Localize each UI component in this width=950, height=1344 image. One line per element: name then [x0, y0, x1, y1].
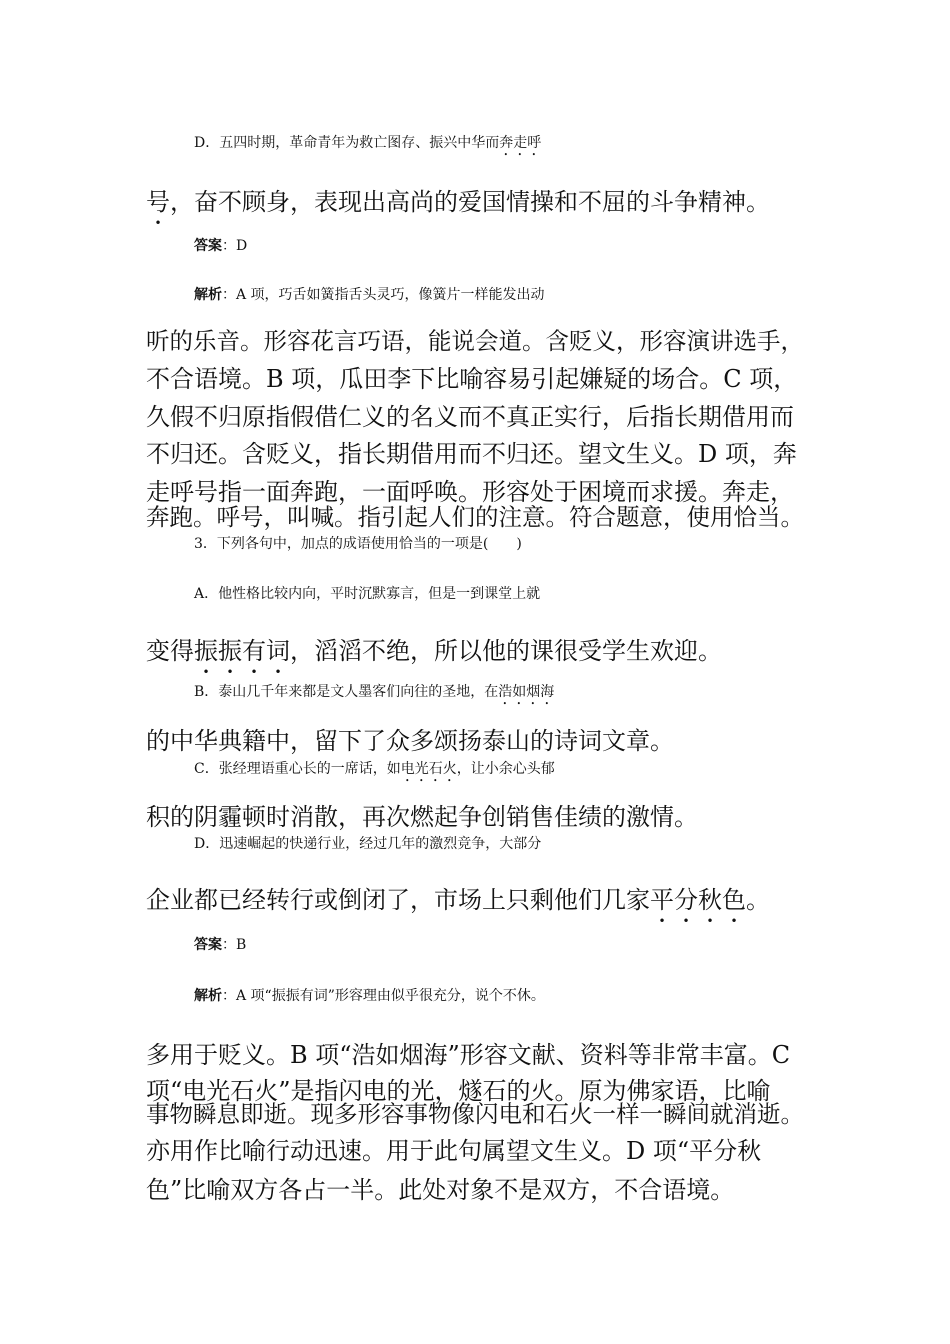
- q2-option-d-line1: [146, 132, 858, 159]
- q3-option-d-line2: [146, 880, 810, 928]
- q3-option-c-line2: 积的阴霾顿时消散，再次燃起争创销售佳绩的激情。: [146, 803, 698, 831]
- q3-option-d-line1: D．迅速崛起的快递行业，经过几年的激烈竞争，大部分: [194, 836, 542, 852]
- q2-option-d-dotted-idiom: 奔走呼: [499, 135, 542, 151]
- q2-analysis-text: ：A 项，巧舌如簧指舌头灵巧，像簧片一样能发出动: [222, 287, 545, 303]
- q3-option-d-text: 企业都已经转行或倒闭了，市场上只剩他们几家: [146, 886, 650, 914]
- q3-option-c-line1: [146, 758, 858, 785]
- q2-answer: [146, 235, 858, 255]
- q2-analysis-label: 解析: [194, 287, 222, 303]
- q2-option-d-dotted-idiom-end: 号: [146, 188, 170, 216]
- q3-answer-label: 答案: [194, 937, 222, 953]
- q3-option-d-dotted-idiom: 平分秋色: [650, 886, 746, 914]
- q3-option-a-text: 变得: [146, 637, 194, 665]
- q2-option-d-text: D．五四时期，革命青年为救亡图存、振兴中华而: [194, 135, 500, 151]
- q2-option-d-text-end: ，奋不顾身，表现出高尚的爱国情操和不屈的斗争精神。: [170, 188, 770, 216]
- q3-option-b-line2: 的中华典籍中，留下了众多颂扬泰山的诗词文章。: [146, 727, 674, 755]
- q2-analysis-line4: 久假不归原指假借仁义的名义而不真正实行，后指长期借用而: [146, 403, 794, 431]
- q3-stem: 3．下列各句中，加点的成语使用恰当的一项是( ): [194, 536, 522, 552]
- q3-analysis-label: 解析: [194, 988, 222, 1004]
- q2-answer-label: 答案: [194, 238, 222, 254]
- q3-analysis-line3: 项“电光石火”是指闪电的光，燧石的火。原为佛家语，比喻: [146, 1077, 771, 1105]
- q2-answer-value: ：D: [222, 238, 248, 254]
- q2-analysis-line5: 不归还。含贬义，指长期借用而不归还。望文生义。D 项，奔: [146, 440, 797, 468]
- q3-option-c-text: C．张经理语重心长的一席话，如: [194, 761, 401, 777]
- q3-analysis-line5: 亦用作比喻行动迅速。用于此句属望文生义。D 项“平分秋: [146, 1137, 762, 1165]
- q2-analysis-line3: 不合语境。B 项，瓜田李下比喻容易引起嫌疑的场合。C 项，: [146, 365, 798, 393]
- q3-analysis-line1: [146, 985, 858, 1005]
- q2-analysis-line2: 听的乐音。形容花言巧语，能说会道。含贬义，形容演讲选手，: [146, 327, 804, 355]
- q3-option-c-dotted-idiom: 电光石火: [400, 761, 457, 777]
- q3-analysis-line2: 多用于贬义。B 项“浩如烟海”形容文献、资料等非常丰富。C: [146, 1041, 791, 1069]
- q3-option-b-line1: [146, 681, 858, 708]
- q2-option-d-line2: [146, 182, 810, 230]
- q2-analysis-line7: 奔跑。呼号，叫喊。指引起人们的注意。符合题意，使用恰当。: [146, 503, 804, 531]
- q3-analysis-text: ：A 项“振振有词”形容理由似乎很充分，说个不休。: [222, 988, 545, 1004]
- q3-option-a-dotted-idiom: 振振有词: [194, 637, 290, 665]
- q3-option-a-text-end: ，滔滔不绝，所以他的课很受学生欢迎。: [290, 637, 722, 665]
- q3-option-a-line1: A．他性格比较内向，平时沉默寡言，但是一到课堂上就: [194, 586, 541, 602]
- q3-option-c-text-end: ，让小余心头郁: [456, 761, 555, 777]
- q3-option-a-line2: [146, 631, 810, 679]
- q3-option-b-text: B．泰山几千年来都是文人墨客们向往的圣地，在: [194, 684, 499, 700]
- q2-analysis-line6: 走呼号指一面奔跑，一面呼唤。形容处于困境而求援。奔走，: [146, 478, 794, 506]
- q3-answer-value: ：B: [222, 937, 247, 953]
- q3-analysis-line4: 事物瞬息即逝。现多形容事物像闪电和石火一样一瞬间就消逝。: [146, 1100, 804, 1128]
- q2-analysis-line1: [146, 284, 858, 304]
- q3-option-d-text-end: 。: [746, 886, 770, 914]
- q3-analysis-line6: 色”比喻双方各占一半。此处对象不是双方，不合语境。: [146, 1176, 735, 1204]
- q3-answer: [146, 934, 858, 954]
- q3-option-b-dotted-idiom: 浩如烟海: [498, 684, 555, 700]
